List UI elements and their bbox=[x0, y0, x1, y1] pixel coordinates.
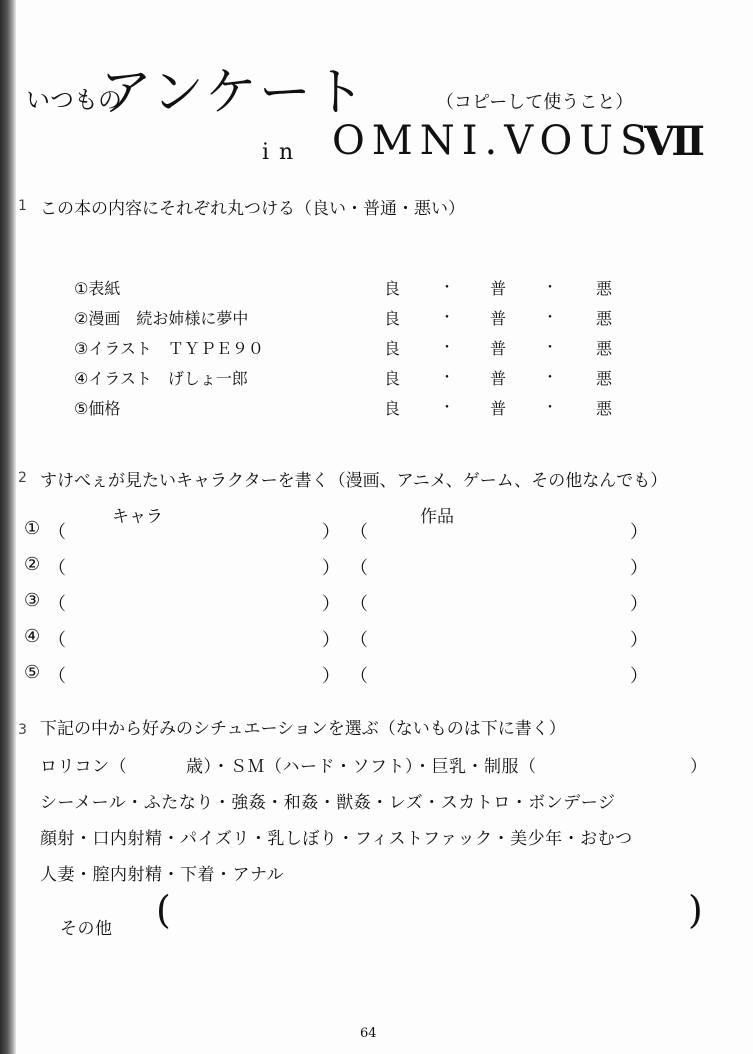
open-paren: （ bbox=[48, 522, 66, 543]
q3-number: 3 bbox=[18, 722, 27, 738]
separator: ・ bbox=[440, 400, 454, 416]
rating-bad[interactable]: 悪 bbox=[596, 369, 613, 388]
rating-good[interactable]: 良 bbox=[384, 339, 401, 358]
rating-normal[interactable]: 普 bbox=[490, 309, 507, 328]
rating-normal[interactable]: 普 bbox=[490, 369, 507, 388]
separator: ・ bbox=[440, 280, 454, 296]
separator: ・ bbox=[543, 280, 557, 296]
q1-item-label: ⑤価格 bbox=[74, 399, 121, 418]
q1-item-label: ②漫画 続お姉様に夢中 bbox=[74, 309, 249, 328]
title-prefix: いつもの bbox=[26, 86, 122, 114]
open-paren: （ bbox=[350, 594, 368, 615]
row-number: ④ bbox=[24, 626, 41, 647]
close-paren: ） bbox=[322, 522, 340, 543]
open-paren: （ bbox=[48, 666, 66, 687]
open-paren: （ bbox=[350, 522, 368, 543]
situation-line-3: 顔射・口内射精・パイズリ・乳しぼり・フィストファック・美少年・おむつ bbox=[40, 829, 633, 849]
close-paren: ） bbox=[630, 666, 648, 687]
row-number: ① bbox=[24, 518, 41, 539]
open-paren: （ bbox=[48, 630, 66, 651]
separator: ・ bbox=[543, 370, 557, 386]
open-paren: （ bbox=[48, 594, 66, 615]
separator: ・ bbox=[543, 340, 557, 356]
rating-good[interactable]: 良 bbox=[384, 369, 401, 388]
rating-good[interactable]: 良 bbox=[384, 399, 401, 418]
open-paren: （ bbox=[350, 558, 368, 579]
close-paren: ） bbox=[630, 522, 648, 543]
q1-question: この本の内容にそれぞれ丸つける（良い・普通・悪い） bbox=[40, 199, 465, 219]
q3-question: 下記の中から好みのシチュエーションを選ぶ（ないものは下に書く） bbox=[40, 719, 566, 739]
separator: ・ bbox=[543, 400, 557, 416]
title-in: in bbox=[262, 140, 304, 165]
column-header-chara: キャラ bbox=[112, 507, 163, 527]
q2-question: すけべぇが見たいキャラクターを書く（漫画、アニメ、ゲーム、その他なんでも） bbox=[40, 471, 668, 491]
rating-bad[interactable]: 悪 bbox=[596, 339, 613, 358]
row-number: ③ bbox=[24, 590, 41, 611]
q1-item-label: ①表紙 bbox=[74, 279, 121, 298]
rating-good[interactable]: 良 bbox=[384, 279, 401, 298]
title-omnivous: OMNI.VOUS bbox=[332, 118, 655, 164]
close-paren: ） bbox=[322, 594, 340, 615]
close-paren: ） bbox=[322, 558, 340, 579]
rating-good[interactable]: 良 bbox=[384, 309, 401, 328]
q1-item-label: ④イラスト げしょ一郎 bbox=[74, 369, 248, 388]
row-number: ⑤ bbox=[24, 662, 41, 683]
rating-bad[interactable]: 悪 bbox=[596, 309, 613, 328]
separator: ・ bbox=[440, 340, 454, 356]
other-label: その他 bbox=[60, 919, 113, 939]
rating-normal[interactable]: 普 bbox=[490, 279, 507, 298]
rating-normal[interactable]: 普 bbox=[490, 339, 507, 358]
page-title: アンケート bbox=[100, 63, 367, 123]
q2-number: 2 bbox=[18, 470, 27, 486]
page-number: 64 bbox=[360, 1026, 377, 1041]
rating-normal[interactable]: 普 bbox=[490, 399, 507, 418]
title-note: （コピーして使うこと） bbox=[436, 92, 634, 113]
rating-bad[interactable]: 悪 bbox=[596, 279, 613, 298]
close-paren: ） bbox=[630, 630, 648, 651]
separator: ・ bbox=[440, 370, 454, 386]
rating-bad[interactable]: 悪 bbox=[596, 399, 613, 418]
situation-line-1c: ） bbox=[690, 757, 708, 777]
open-paren: （ bbox=[350, 630, 368, 651]
title-volume: Ⅶ bbox=[644, 118, 705, 165]
separator: ・ bbox=[440, 310, 454, 326]
close-paren: ） bbox=[630, 558, 648, 579]
close-paren: ） bbox=[322, 630, 340, 651]
situation-line-1b: 歳）・ＳＭ（ハード・ソフト）・巨乳・制服（ bbox=[186, 757, 537, 777]
column-header-work: 作品 bbox=[420, 507, 454, 527]
row-number: ② bbox=[24, 554, 41, 575]
open-paren: （ bbox=[350, 666, 368, 687]
other-close-paren: ) bbox=[688, 888, 703, 932]
q1-item-label: ③イラスト ＴＹＰＥ９０ bbox=[74, 339, 264, 358]
book-spine-shadow bbox=[0, 0, 16, 1054]
situation-line-4: 人妻・膣内射精・下着・アナル bbox=[40, 865, 285, 885]
situation-line-2: シーメール・ふたなり・強姦・和姦・獣姦・レズ・スカトロ・ボンデージ bbox=[40, 793, 616, 813]
situation-line-1a: ロリコン（ bbox=[40, 757, 128, 777]
open-paren: （ bbox=[48, 558, 66, 579]
close-paren: ） bbox=[322, 666, 340, 687]
other-open-paren: ( bbox=[156, 888, 171, 932]
close-paren: ） bbox=[630, 594, 648, 615]
q1-number: 1 bbox=[18, 198, 27, 214]
separator: ・ bbox=[543, 310, 557, 326]
